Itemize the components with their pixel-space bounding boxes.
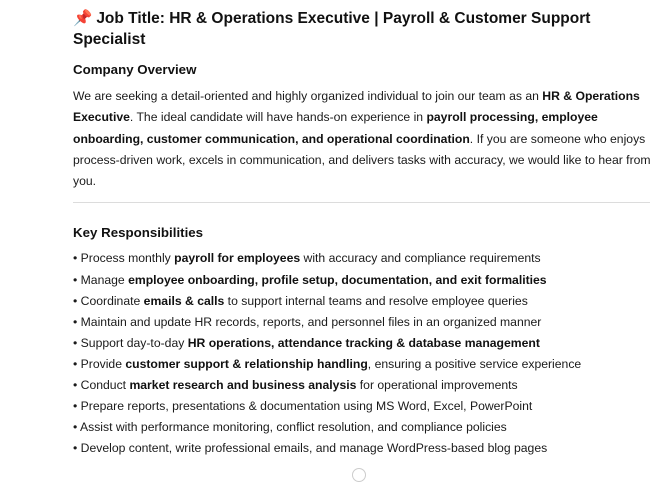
bullet: • [73, 420, 80, 435]
responsibility-item [73, 375, 653, 396]
bold-text: employee onboarding, profile setup, documentation, and exit formalities [128, 272, 547, 287]
text-segment: Process monthly [80, 251, 175, 266]
text-segment: Support day-to-day [80, 335, 188, 350]
responsibilities-list [73, 248, 653, 459]
pushpin-icon: 📌 [73, 10, 93, 27]
bullet: • [73, 272, 81, 287]
text-segment: Maintain and update HR records, reports, and personnel files in an organized manner [80, 314, 542, 329]
bullet: • [73, 314, 81, 329]
bullet: • [73, 293, 81, 308]
text-segment: Conduct [80, 378, 130, 393]
bullet: • [73, 251, 81, 266]
section-divider [73, 202, 650, 203]
bullet: • [73, 378, 81, 393]
bold-text: market research and business analysis [129, 378, 357, 393]
text-segment: Develop content, write professional emails, and manage WordPress-based blog pages [80, 441, 548, 456]
bullet: • [73, 441, 81, 456]
text-segment: Manage [80, 272, 129, 287]
bold-text: payroll processing, employee onboarding, customer communication, and operational coordination [73, 110, 598, 146]
text-segment: with accuracy and compliance requirements [300, 251, 541, 266]
responsibility-item [73, 312, 653, 333]
responsibility-item [73, 396, 653, 417]
key-responsibilities-heading: Key Responsibilities [73, 225, 204, 241]
text-segment: Prepare reports, presentations & documentation using MS Word, Excel, PowerPoint [80, 399, 533, 414]
text-segment: We are seeking a detail-oriented and highly organized individual to join our team as an [73, 89, 543, 103]
responsibility-item [73, 291, 653, 312]
bold-text: emails & calls [143, 293, 225, 308]
bold-text: HR operations, attendance tracking & database management [187, 335, 540, 350]
text-segment: . If you are someone who enjoys process-driven work, excels in communication, and delivers tasks with accuracy, we would like to hear from you. [73, 131, 651, 189]
bold-text: payroll for employees [174, 251, 301, 266]
bullet: • [73, 335, 81, 350]
text-segment: to support internal teams and resolve employee queries [224, 293, 528, 308]
text-segment: Assist with performance monitoring, conflict resolution, and compliance policies [79, 420, 507, 435]
responsibility-item [73, 333, 653, 354]
responsibility-item [73, 248, 653, 269]
bold-text: customer support & relationship handling [125, 356, 368, 371]
job-title-text: Job Title: HR & Operations Executive | Payroll & Customer Support Specialist [73, 10, 591, 48]
text-segment: . The ideal candidate will have hands-on experience in [129, 110, 427, 125]
bullet: • [73, 356, 81, 371]
text-segment: for operational improvements [356, 378, 518, 393]
text-segment: Coordinate [80, 293, 144, 308]
cursor-indicator [352, 468, 366, 482]
responsibility-item [73, 270, 653, 291]
text-segment: Provide [80, 356, 126, 371]
job-description [73, 0, 653, 459]
bold-text: HR & Operations Executive [73, 89, 640, 125]
responsibility-item [73, 438, 653, 459]
bullet: • [73, 399, 81, 414]
company-overview-heading: Company Overview [73, 62, 197, 77]
responsibility-item [73, 417, 653, 438]
text-segment: , ensuring a positive service experience [367, 356, 582, 371]
job-title [73, 8, 653, 50]
company-overview-text [73, 86, 653, 192]
responsibility-item [73, 354, 653, 375]
